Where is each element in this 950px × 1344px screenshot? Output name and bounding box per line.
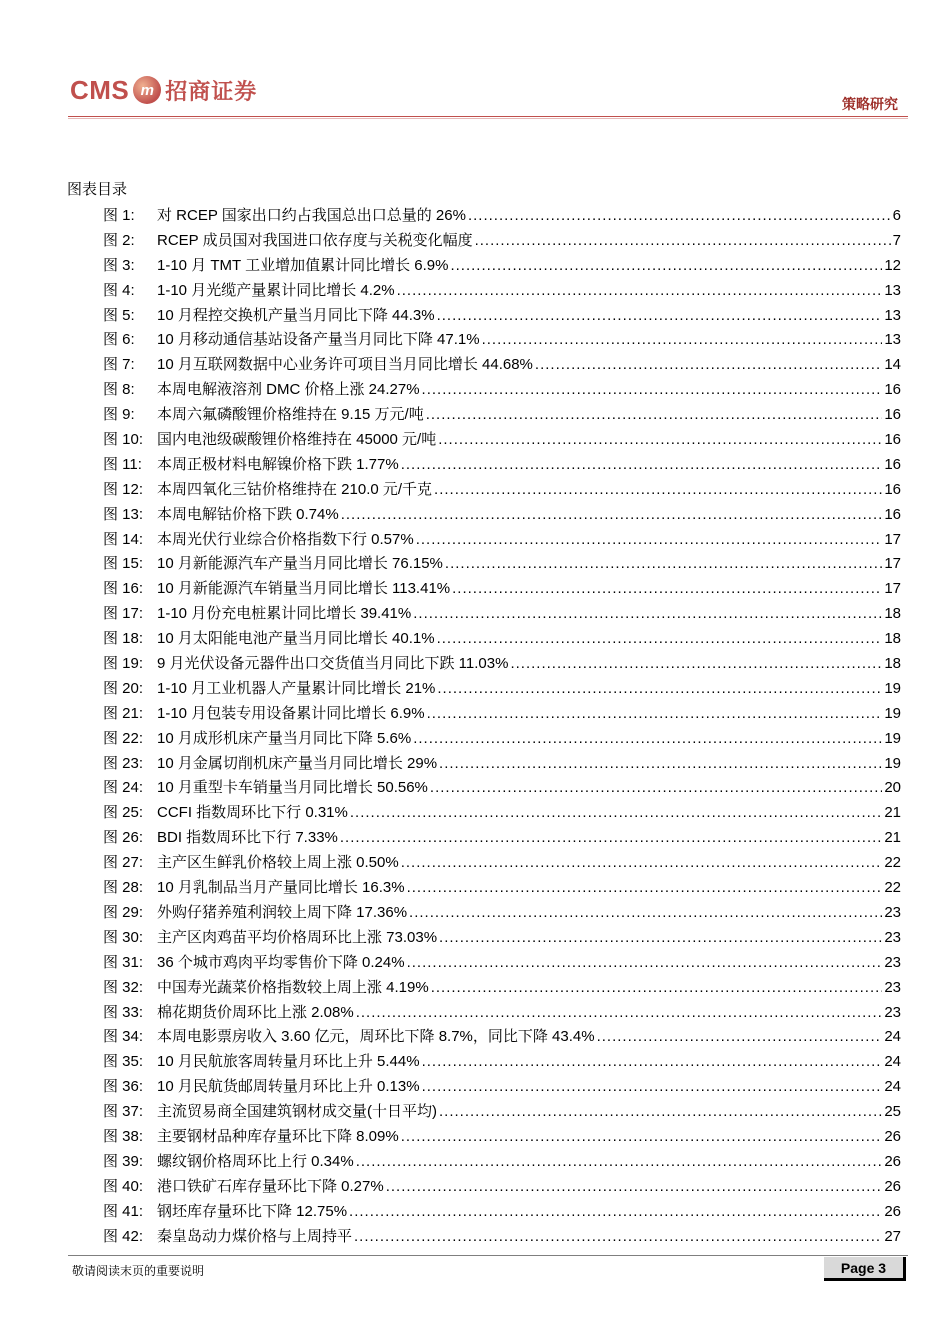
toc-entry-page: 14 [884,356,901,374]
toc-entry[interactable] [67,951,901,976]
toc-entry[interactable] [67,1125,901,1150]
toc-entry-page: 23 [884,978,901,996]
toc-entry-page: 26 [884,1177,901,1195]
toc-entry-label: 图 28: [103,879,144,897]
toc-entry-label: 图 41: [103,1202,144,1220]
toc-entry-title: 螺纹钢价格周环比上行 0.34% [157,1152,354,1170]
toc-entry-title: 主要钢材品种库存量环比下降 8.09% [157,1127,399,1145]
toc-entry-title: 1-10 月工业机器人产量累计同比增长 21% [157,679,436,697]
toc-dot-leader [430,776,882,801]
toc-entry-title: 外购仔猪养殖利润较上周下降 17.36% [157,903,408,921]
footer-disclaimer: 敬请阅读末页的重要说明 [72,1264,205,1278]
toc-entry-title: 10 月金属切削机床产量当月同比增长 29% [157,754,438,772]
toc-entry[interactable] [67,552,901,577]
toc-entry[interactable] [67,378,901,403]
toc-entry-title: 10 月成形机床产量当月同比下降 5.6% [157,729,412,747]
toc-entry-label: 图 13: [103,505,144,523]
toc-dot-leader [439,752,882,777]
toc-entry[interactable] [67,304,901,329]
toc-entry-label: 图 4: [103,281,135,299]
toc-entry[interactable] [67,577,901,602]
toc-entry-list [67,204,901,1249]
toc-entry-title: 本周电解液溶剂 DMC 价格上涨 24.27% [157,381,420,399]
toc-entry-label: 图 35: [103,1053,144,1071]
toc-entry[interactable] [67,702,901,727]
toc-entry-page: 17 [884,580,901,598]
toc-dot-leader [422,1075,883,1100]
toc-dot-leader [350,801,882,826]
toc-entry[interactable] [67,851,901,876]
toc-entry-page: 18 [884,605,901,623]
toc-entry-label: 图 25: [103,804,144,822]
toc-entry-title: 10 月互联网数据中心业务许可项目当月同比增长 44.68% [157,356,533,374]
toc-entry[interactable] [67,1075,901,1100]
section-label: 策略研究 [842,97,898,113]
toc-entry[interactable] [67,428,901,453]
figure-index [67,178,901,1249]
toc-dot-leader [437,677,882,702]
toc-dot-leader [434,478,882,503]
toc-entry-label: 图 24: [103,779,144,797]
toc-entry-title: 本周六氟磷酸锂价格维持在 9.15 万元/吨 [157,406,424,424]
toc-entry-title: 本周电解钴价格下跌 0.74% [157,505,339,523]
toc-entry-page: 16 [884,455,901,473]
toc-entry-label: 图 33: [103,1003,144,1021]
toc-entry-page: 26 [884,1202,901,1220]
toc-entry-title: 10 月新能源汽车产量当月同比增长 76.15% [157,555,443,573]
toc-entry-page: 26 [884,1127,901,1145]
toc-entry-title: 1-10 月光缆产量累计同比增长 4.2% [157,281,395,299]
toc-entry-label: 图 38: [103,1127,144,1145]
footer-divider [68,1255,908,1256]
toc-entry-title: 国内电池级碳酸锂价格维持在 45000 元/吨 [157,431,437,449]
toc-entry-label: 图 20: [103,679,144,697]
toc-entry-title: 10 月民航货邮周转量月环比上升 0.13% [157,1078,420,1096]
toc-entry-label: 图 37: [103,1103,144,1121]
toc-entry[interactable] [67,528,901,553]
toc-title: 图表目录 [67,181,128,198]
toc-entry[interactable] [67,627,901,652]
toc-entry[interactable] [67,453,901,478]
toc-dot-leader [413,602,882,627]
toc-dot-leader [439,926,882,951]
toc-entry[interactable] [67,1025,901,1050]
toc-dot-leader [356,1150,883,1175]
logo-latin: CMS [70,74,130,105]
toc-entry-label: 图 31: [103,953,144,971]
toc-entry-label: 图 18: [103,630,144,648]
toc-dot-leader [468,204,891,229]
toc-entry-title: 主产区肉鸡苗平均价格周环比上涨 73.03% [157,928,438,946]
toc-entry-label: 图 16: [103,580,144,598]
toc-entry-title: 本周电影票房收入 3.60 亿元，周环比下降 8.7%，同比下降 43.4% [157,1028,595,1046]
toc-entry[interactable] [67,254,901,279]
toc-entry-title: RCEP 成员国对我国进口依存度与关税变化幅度 [157,231,473,249]
toc-entry[interactable] [67,901,901,926]
toc-entry[interactable] [67,328,901,353]
toc-entry-title: 10 月民航旅客周转量月环比上升 5.44% [157,1053,420,1071]
toc-entry-title: 9 月光伏设备元器件出口交货值当月同比下跌 11.03% [157,655,509,673]
toc-dot-leader [416,528,883,553]
toc-entry[interactable] [67,926,901,951]
toc-dot-leader [445,552,882,577]
logo-emblem-icon: m [133,76,161,104]
toc-entry[interactable] [67,478,901,503]
toc-entry[interactable] [67,503,901,528]
toc-entry-page: 27 [884,1227,901,1245]
page-header [0,0,950,125]
toc-entry-label: 图 10: [103,431,144,449]
toc-entry-title: CCFI 指数周环比下行 0.31% [157,804,348,822]
toc-dot-leader [356,1001,883,1026]
toc-entry-title: 本周光伏行业综合价格指数下行 0.57% [157,530,414,548]
toc-entry[interactable] [67,1050,901,1075]
toc-entry-page: 6 [892,207,901,224]
toc-entry-label: 图 7: [103,356,135,374]
toc-entry[interactable] [67,976,901,1001]
toc-dot-leader [437,304,883,329]
toc-entry-page: 24 [884,1053,901,1071]
toc-dot-leader [341,503,883,528]
toc-entry-label: 图 29: [103,903,144,921]
toc-entry-title: 1-10 月份充电桩累计同比增长 39.41% [157,605,412,623]
toc-dot-leader [349,1200,882,1225]
toc-entry-label: 图 39: [103,1152,144,1170]
toc-entry-page: 23 [884,928,901,946]
toc-entry-page: 23 [884,953,901,971]
toc-entry-page: 18 [884,630,901,648]
toc-entry-label: 图 9: [103,406,135,424]
toc-entry-label: 图 30: [103,928,144,946]
toc-entry-title: 主流贸易商全国建筑钢材成交量(十日平均) [157,1103,437,1121]
toc-entry-page: 12 [884,256,901,274]
toc-entry[interactable] [67,876,901,901]
toc-dot-leader [422,378,883,403]
toc-entry-page: 16 [884,381,901,399]
toc-entry-label: 图 17: [103,605,144,623]
toc-dot-leader [510,652,882,677]
toc-entry-page: 18 [884,655,901,673]
toc-entry-page: 17 [884,530,901,548]
toc-entry-page: 23 [884,903,901,921]
toc-entry[interactable] [67,1150,901,1175]
toc-entry-label: 图 42: [103,1227,144,1245]
toc-entry-title: 中国寿光蔬菜价格指数较上周上涨 4.19% [157,978,429,996]
toc-entry-page: 16 [884,406,901,424]
toc-dot-leader [439,1100,882,1125]
toc-entry[interactable] [67,752,901,777]
toc-entry-page: 21 [884,804,901,822]
toc-entry[interactable] [67,677,901,702]
toc-entry-page: 13 [884,306,901,324]
toc-dot-leader [437,627,883,652]
toc-entry-page: 23 [884,1003,901,1021]
toc-dot-leader [409,901,882,926]
toc-dot-leader [407,876,883,901]
toc-entry-label: 图 19: [103,655,144,673]
toc-entry[interactable] [67,229,901,254]
toc-entry-title: 10 月重型卡车销量当月同比增长 50.56% [157,779,428,797]
toc-entry-title: 本周四氧化三钴价格维持在 210.0 元/千克 [157,480,433,498]
toc-entry-page: 7 [892,231,901,249]
toc-entry-title: 港口铁矿石库存量环比下降 0.27% [157,1177,384,1195]
toc-dot-leader [401,851,883,876]
toc-entry[interactable] [67,1225,901,1250]
toc-entry[interactable] [67,279,901,304]
header-divider-secondary [68,118,908,119]
toc-entry-label: 图 22: [103,729,144,747]
toc-entry-label: 图 1: [103,207,135,224]
toc-entry-page: 16 [884,480,901,498]
toc-dot-leader [452,577,882,602]
toc-dot-leader [597,1025,883,1050]
toc-entry[interactable] [67,1001,901,1026]
toc-entry-title: 1-10 月 TMT 工业增加值累计同比增长 6.9% [157,256,449,274]
toc-entry-page: 19 [884,704,901,722]
toc-entry[interactable] [67,652,901,677]
toc-entry-label: 图 12: [103,480,144,498]
toc-entry-title: 棉花期货价周环比上涨 2.08% [157,1003,354,1021]
page-number-badge: Page 3 [824,1257,906,1281]
toc-dot-leader [386,1175,883,1200]
toc-entry[interactable] [67,602,901,627]
toc-entry-page: 24 [884,1028,901,1046]
toc-entry-label: 图 26: [103,829,144,847]
toc-entry-label: 图 27: [103,854,144,872]
header-divider [68,116,908,117]
toc-entry-title: 10 月乳制品当月产量同比增长 16.3% [157,879,405,897]
toc-entry-title: 36 个城市鸡肉平均零售价下降 0.24% [157,953,405,971]
toc-entry-page: 13 [884,331,901,349]
toc-entry-title: 10 月程控交换机产量当月同比下降 44.3% [157,306,435,324]
toc-entry-page: 25 [884,1103,901,1121]
logo-chinese: 招商证券 [165,78,258,105]
toc-dot-leader [413,727,882,752]
toc-entry-label: 图 21: [103,704,144,722]
toc-entry-label: 图 2: [103,231,135,249]
toc-entry-label: 图 40: [103,1177,144,1195]
toc-dot-leader [401,453,883,478]
toc-entry[interactable] [67,1175,901,1200]
toc-entry-label: 图 11: [103,455,142,473]
toc-entry-title: 对 RCEP 国家出口约占我国总出口总量的 26% [157,207,466,224]
toc-dot-leader [426,403,883,428]
toc-entry-title: 10 月太阳能电池产量当月同比增长 40.1% [157,630,435,648]
toc-entry[interactable] [67,727,901,752]
toc-entry-label: 图 8: [103,381,135,399]
toc-dot-leader [438,428,882,453]
toc-entry-label: 图 15: [103,555,144,573]
toc-entry-page: 16 [884,431,901,449]
toc-entry[interactable] [67,353,901,378]
toc-entry-page: 20 [884,779,901,797]
toc-entry-page: 16 [884,505,901,523]
toc-entry-label: 图 23: [103,754,144,772]
toc-entry-title: 10 月新能源汽车销量当月同比增长 113.41% [157,580,451,598]
toc-entry[interactable] [67,1200,901,1225]
toc-entry-title: 主产区生鲜乳价格较上周上涨 0.50% [157,854,399,872]
toc-entry[interactable] [67,776,901,801]
toc-entry-title: 1-10 月包装专用设备累计同比增长 6.9% [157,704,425,722]
toc-entry-label: 图 3: [103,256,135,274]
toc-entry-title: 10 月移动通信基站设备产量当月同比下降 47.1% [157,331,480,349]
toc-entry-label: 图 34: [103,1028,144,1046]
toc-entry-page: 13 [884,281,901,299]
toc-entry-label: 图 14: [103,530,144,548]
toc-entry-page: 19 [884,729,901,747]
toc-dot-leader [431,976,883,1001]
toc-entry-title: BDI 指数周环比下行 7.33% [157,829,338,847]
toc-dot-leader [427,702,883,727]
toc-entry-page: 22 [884,879,901,897]
toc-entry-label: 图 6: [103,331,135,349]
toc-entry-page: 24 [884,1078,901,1096]
toc-entry-page: 26 [884,1152,901,1170]
toc-entry-page: 22 [884,854,901,872]
toc-entry-label: 图 5: [103,306,135,324]
toc-entry[interactable] [67,403,901,428]
toc-entry[interactable] [67,1100,901,1125]
toc-dot-leader [401,1125,883,1150]
toc-entry-title: 钢坯库存量环比下降 12.75% [157,1202,348,1220]
toc-entry[interactable] [67,204,901,229]
toc-dot-leader [450,254,882,279]
toc-entry-title: 本周正极材料电解镍价格下跌 1.77% [157,455,399,473]
toc-dot-leader [482,328,883,353]
toc-entry-label: 图 32: [103,978,144,996]
toc-entry-title: 秦皇岛动力煤价格与上周持平 [157,1227,353,1245]
company-logo [70,70,257,110]
toc-entry-page: 17 [884,555,901,573]
toc-dot-leader [422,1050,883,1075]
toc-entry[interactable] [67,826,901,851]
toc-dot-leader [354,1225,882,1250]
toc-entry-page: 19 [884,679,901,697]
toc-entry[interactable] [67,801,901,826]
toc-dot-leader [407,951,883,976]
toc-entry-label: 图 36: [103,1078,144,1096]
toc-entry-page: 19 [884,754,901,772]
toc-dot-leader [340,826,882,851]
toc-dot-leader [535,353,882,378]
toc-dot-leader [475,229,891,254]
toc-dot-leader [397,279,883,304]
toc-entry-page: 21 [884,829,901,847]
